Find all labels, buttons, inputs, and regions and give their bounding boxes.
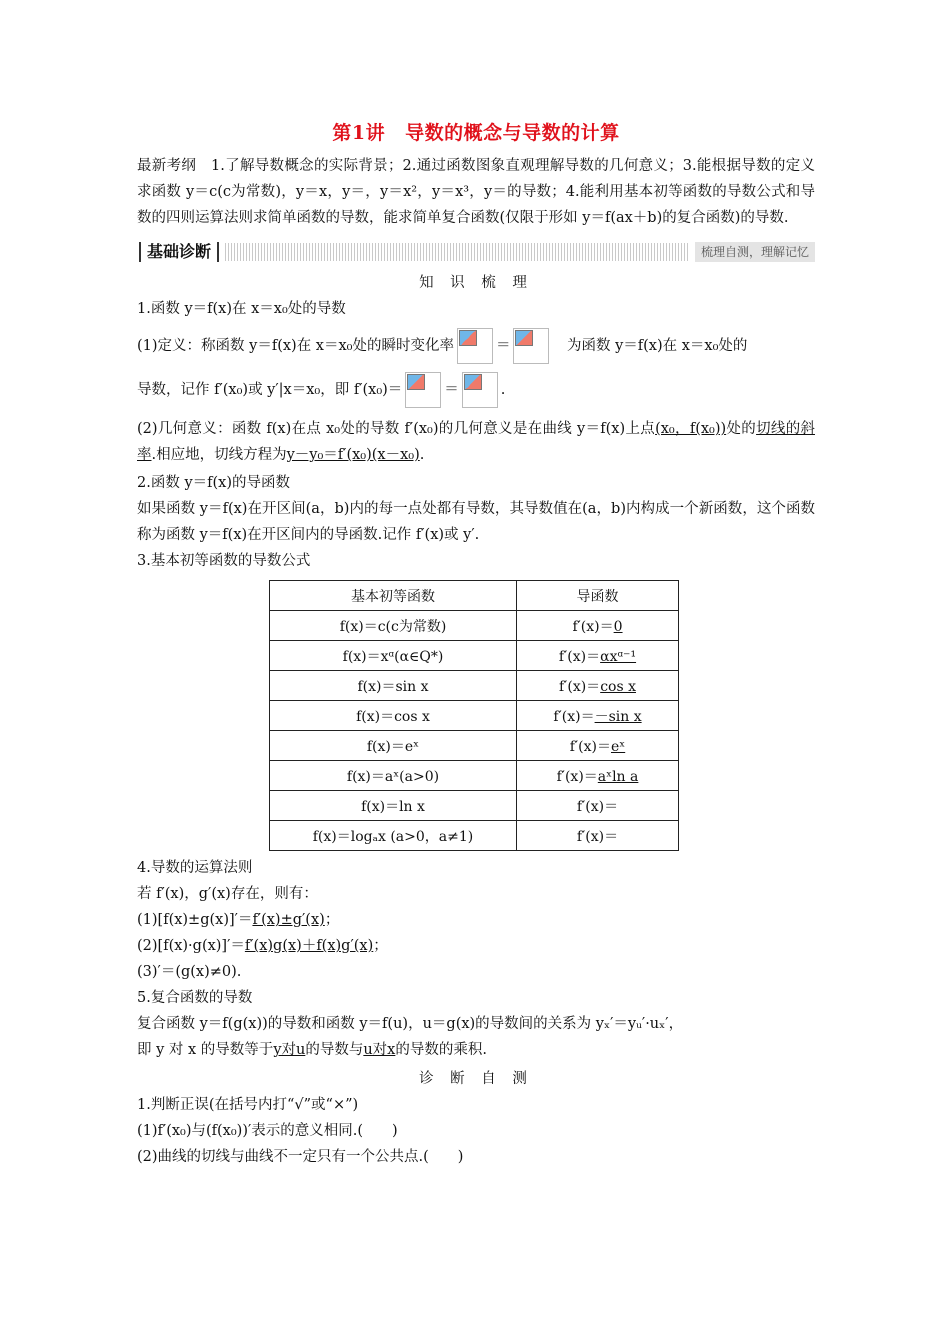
table-row	[270, 611, 679, 641]
geo-answer-slope: 切线的斜率	[137, 421, 815, 463]
semicolon: ；	[324, 912, 340, 928]
derivative-cell	[517, 611, 679, 641]
s1-definition-text-b: 为函数 y＝f(x)在 x＝x₀处的	[552, 338, 748, 354]
banner-label: 基础诊断	[139, 242, 219, 262]
period: .	[500, 382, 506, 398]
s1-notation	[137, 372, 815, 408]
table-row	[270, 731, 679, 761]
table-header-cell: 导函数	[517, 581, 679, 611]
equals-sign: ＝	[444, 382, 459, 398]
banner-stripe	[225, 243, 689, 261]
s4-intro: 若 f′(x)，g′(x)存在，则有：	[137, 886, 318, 902]
function-cell: f(x)＝aˣ(a>0)	[270, 761, 517, 791]
s2-heading: 2.函数 y＝f(x)的导函数	[137, 475, 290, 491]
derivative-cell	[517, 791, 679, 821]
s5-answer-1: y对u	[273, 1042, 306, 1058]
derivative-cell	[517, 701, 679, 731]
derivative-cell	[517, 671, 679, 701]
s5-text: 复合函数 y＝f(g(x))的导数和函数 y＝f(u)，u＝g(x)的导数间的关系为 yₓ′＝yᵤ′·uₓ′，	[137, 1016, 684, 1032]
s5-answer-2: u对x	[363, 1042, 396, 1058]
s1-geometric-meaning	[137, 416, 815, 468]
derivative-answer: αxᵅ⁻¹	[600, 648, 637, 665]
table-header-cell: 基本初等函数	[270, 581, 517, 611]
d1-question-1: (1)f′(x₀)与(f(x₀))′表示的意义相同.( )	[137, 1123, 398, 1139]
s5-text-a: 即 y 对 x 的导数等于	[137, 1042, 274, 1058]
derivative-answer: aˣln a	[597, 768, 639, 785]
document-page	[137, 118, 815, 1170]
s4-heading: 4.导数的运算法则	[137, 860, 253, 876]
diagnosis-heading: 诊 断 自 测	[419, 1071, 533, 1087]
function-cell: f(x)＝sin x	[270, 671, 517, 701]
derivative-prefix: f′(x)＝	[572, 618, 614, 635]
s3-heading: 3.基本初等函数的导数公式	[137, 553, 311, 569]
s4-rule-1	[137, 907, 815, 933]
syllabus-intro: 最新考纲 1.了解导数概念的实际背景；2.通过函数图象直观理解导数的几何意义；3.能根据导数的定义求函数 y＝c(c为常数)，y＝x，y＝，y＝x²，y＝x³，y＝的导数；4.能利用基本初等函数的导数公式和导数的四则运算法则求简单函数的导数，能求简单复合函数(仅限于形如 y＝f(ax＋b)的复合函数)的导数.	[137, 158, 815, 226]
rule1-answer: f′(x)±g′(x)	[252, 912, 325, 928]
title-topic: 导数的概念与导数的计算	[405, 122, 620, 144]
d1-question-2: (2)曲线的切线与曲线不一定只有一个公共点.( )	[137, 1149, 464, 1165]
knowledge-heading: 知 识 梳 理	[419, 275, 533, 291]
derivative-cell	[517, 641, 679, 671]
table-row	[270, 701, 679, 731]
formula-image-icon	[405, 372, 441, 408]
period: .	[419, 447, 425, 463]
function-cell: f(x)＝ln x	[270, 791, 517, 821]
derivative-prefix: f′(x)＝	[559, 678, 601, 695]
s5-heading: 5.复合函数的导数	[137, 990, 253, 1006]
semicolon: ；	[373, 938, 388, 954]
s1-definition-text-a: (1)定义：称函数 y＝f(x)在 x＝x₀处的瞬时变化率	[137, 338, 454, 354]
table-row	[270, 671, 679, 701]
formula-image-icon	[457, 328, 493, 364]
rule1-text: (1)[f(x)±g(x)]′＝	[137, 912, 253, 928]
s1-heading: 1.函数 y＝f(x)在 x＝x₀处的导数	[137, 301, 346, 317]
derivative-cell	[517, 821, 679, 851]
table-row	[270, 641, 679, 671]
derivative-prefix: f′(x)＝	[576, 828, 619, 845]
derivative-prefix: f′(x)＝	[556, 768, 598, 785]
table-row	[270, 821, 679, 851]
function-cell: f(x)＝cos x	[270, 701, 517, 731]
title-lesson-number: 第1讲	[332, 122, 386, 144]
page-title	[137, 118, 815, 145]
geo-answer-tangent: y－y₀＝f′(x₀)(x－x₀)	[286, 447, 420, 463]
derivative-answer: cos x	[600, 678, 636, 695]
s5-conclusion	[137, 1037, 815, 1063]
s4-rule-3: (3)′＝(g(x)≠0).	[137, 964, 242, 980]
section-banner	[137, 239, 815, 265]
function-cell: f(x)＝logₐx (a>0，a≠1)	[270, 821, 517, 851]
geo-text-a: (2)几何意义：函数 f(x)在点 x₀处的导数 f′(x₀)的几何意义是在曲线 y＝f(x)上点	[137, 421, 656, 437]
s5-text-c: 的导数的乘积.	[395, 1042, 487, 1058]
derivative-cell	[517, 761, 679, 791]
derivative-formula-table	[269, 580, 679, 851]
formula-image-icon	[462, 372, 498, 408]
derivative-prefix: f′(x)＝	[569, 738, 611, 755]
table-row	[270, 761, 679, 791]
derivative-prefix: f′(x)＝	[576, 798, 619, 815]
derivative-prefix: f′(x)＝	[558, 648, 601, 665]
geo-text-c: .相应地，切线方程为	[151, 447, 287, 463]
geo-text-b: 处的	[726, 421, 757, 437]
s1-definition	[137, 328, 815, 364]
rule2-text: (2)[f(x)·g(x)]′＝	[137, 938, 245, 954]
table-header-row	[270, 581, 679, 611]
function-cell: f(x)＝xᵅ(α∈Q*)	[270, 641, 517, 671]
s5-text-b: 的导数与	[305, 1042, 364, 1058]
derivative-prefix: f′(x)＝	[553, 708, 595, 725]
s4-rule-2	[137, 933, 815, 959]
equals-sign: ＝	[495, 338, 511, 354]
derivative-answer: －sin x	[594, 708, 642, 725]
banner-subtitle: 梳理自测，理解记忆	[695, 242, 815, 262]
derivative-cell	[517, 731, 679, 761]
derivative-answer: 0	[613, 618, 623, 635]
d1-heading: 1.判断正误(在括号内打“√”或“×”)	[137, 1097, 359, 1113]
derivative-answer: eˣ	[610, 738, 626, 755]
formula-image-icon	[513, 328, 549, 364]
rule2-answer: f′(x)g(x)＋f(x)g′(x)	[244, 938, 374, 954]
s2-text: 如果函数 y＝f(x)在开区间(a，b)内的每一点处都有导数，其导数值在(a，b)内构成一个新函数，这个函数称为函数 y＝f(x)在开区间内的导函数.记作 f′(x)或 y′.	[137, 501, 815, 543]
table-row	[270, 791, 679, 821]
function-cell: f(x)＝c(c为常数)	[270, 611, 517, 641]
function-cell: f(x)＝eˣ	[270, 731, 517, 761]
geo-answer-point: (x₀，f(x₀))	[655, 421, 727, 437]
s1-notation-text: 导数，记作 f′(x₀)或 y′|x＝x₀，即 f′(x₀)＝	[137, 382, 403, 398]
